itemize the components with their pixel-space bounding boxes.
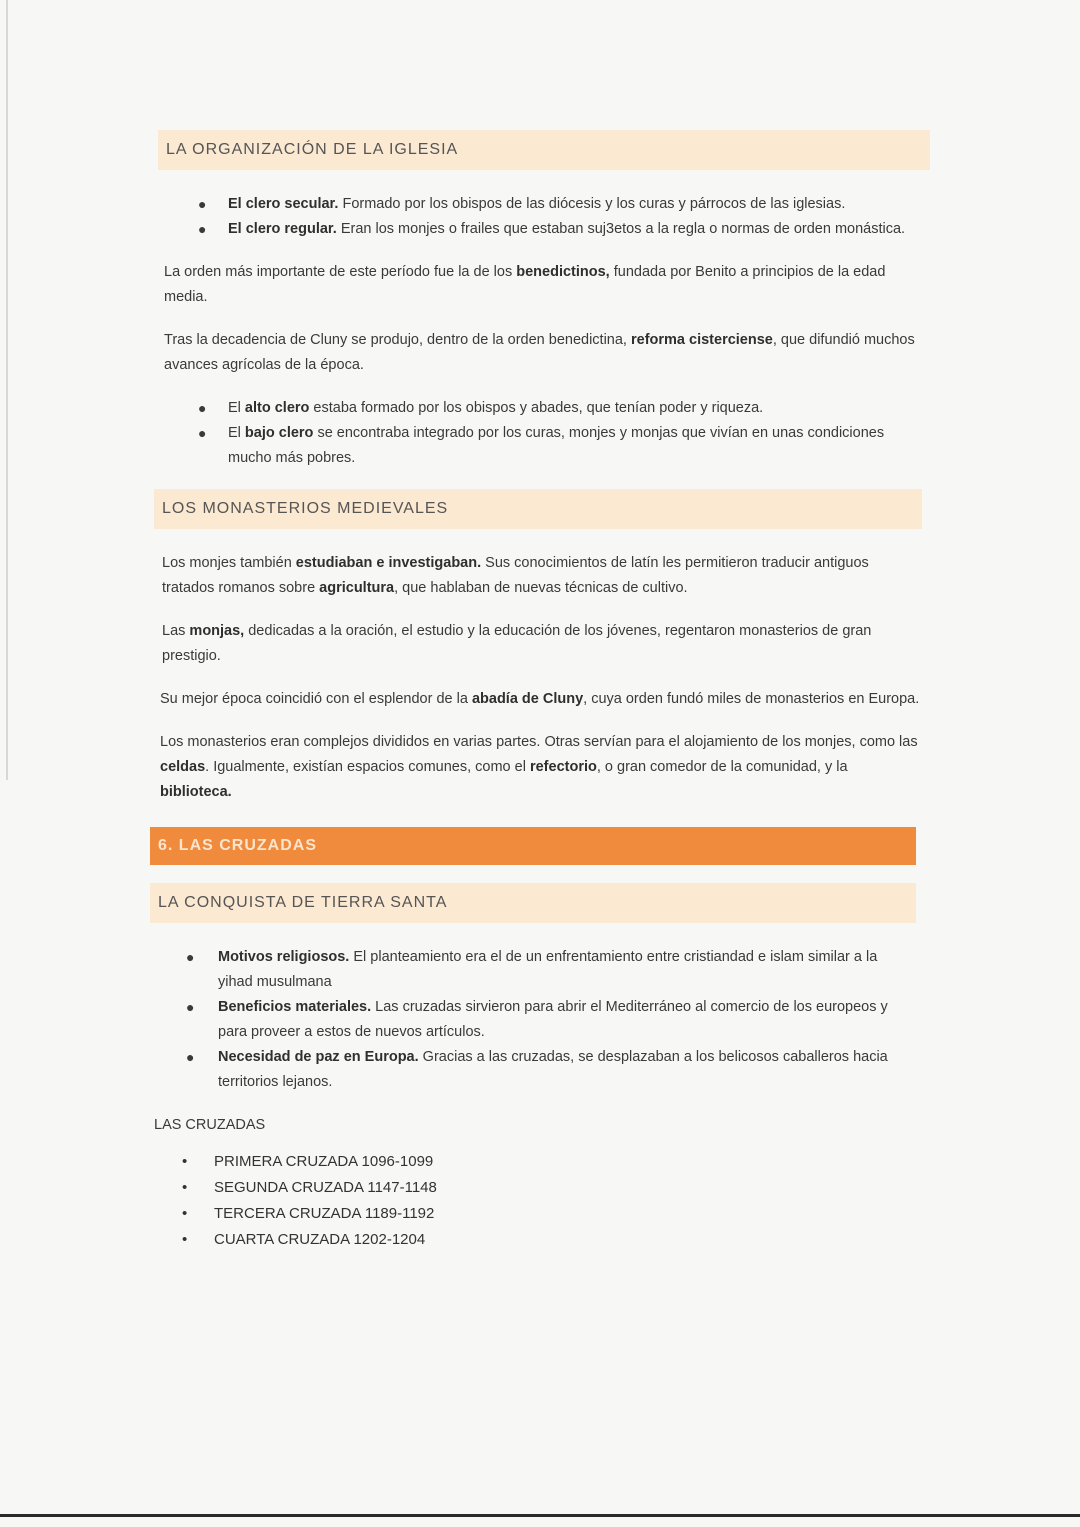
text: El xyxy=(228,425,245,441)
text: Sus conocimientos de latín les permitieron traducir antiguos tratados romanos sobre xyxy=(162,555,869,596)
clero-list xyxy=(150,192,930,242)
section-header-organizacion: LA ORGANIZACIÓN DE LA IGLESIA xyxy=(158,130,930,170)
bullet-icon: ● xyxy=(186,1049,195,1065)
definition: Las cruzadas sirvieron para abrir el Mediterráneo al comercio de los europeos y para proveer a estos de nuevos artículos. xyxy=(218,999,888,1040)
list-item xyxy=(150,1175,930,1201)
bold-text: abadía de Cluny xyxy=(471,691,584,707)
term: Necesidad de paz en Europa. xyxy=(218,1049,419,1065)
paragraph-benedictinos xyxy=(164,260,922,310)
cruzada-label: SEGUNDA CRUZADA 1147-1148 xyxy=(214,1179,437,1196)
text: , que hablaban de nuevas técnicas de cultivo. xyxy=(394,580,688,596)
alto-bajo-clero-list xyxy=(150,396,930,471)
cruzadas-list-title: LAS CRUZADAS xyxy=(154,1117,266,1133)
text: La orden más importante de este período fue la de los xyxy=(164,264,517,280)
bold-text: agricultura xyxy=(319,580,395,596)
definition: Formado por los obispos de las diócesis y los curas y párrocos de las iglesias. xyxy=(338,196,846,212)
scan-edge-bottom xyxy=(0,1514,1080,1517)
definition: estaba formado por los obispos y abades, que tenían poder y riqueza. xyxy=(309,400,764,416)
text: . Igualmente, existían espacios comunes, como el xyxy=(205,759,530,775)
term: Motivos religiosos. xyxy=(218,949,350,965)
cruzada-label: PRIMERA CRUZADA 1096-1099 xyxy=(214,1153,434,1170)
list-item xyxy=(150,1045,930,1095)
term: Beneficios materiales. xyxy=(218,999,372,1015)
bullet-icon: ● xyxy=(198,400,207,416)
text: , que difundió muchos avances agrícolas de la época. xyxy=(164,332,915,373)
text: Las xyxy=(162,623,190,639)
bullet-icon: • xyxy=(182,1179,188,1196)
text: El xyxy=(228,400,245,416)
term: alto clero xyxy=(244,400,310,416)
term: bajo clero xyxy=(244,425,314,441)
list-item xyxy=(150,1201,930,1227)
section-header-cruzadas: 6. LAS CRUZADAS xyxy=(150,827,916,865)
bold-text: celdas xyxy=(160,759,206,775)
text: dedicadas a la oración, el estudio y la educación de los jóvenes, regentaron monasterios de gran prestigio. xyxy=(162,623,872,664)
list-item xyxy=(150,192,930,217)
bold-text: reforma cisterciense xyxy=(631,332,773,348)
definition: El planteamiento era el de un enfrentamiento entre cristiandad e islam similar a la yihad musulmana xyxy=(218,949,878,990)
bold-text: refectorio xyxy=(529,759,597,775)
cruzadas-list xyxy=(150,1149,930,1253)
term: El clero regular. xyxy=(228,221,337,237)
section-header-monasterios: LOS MONASTERIOS MEDIEVALES xyxy=(154,489,922,529)
text: Los monasterios eran complejos divididos en varias partes. Otras servían para el alojamiento de los monjes, como las xyxy=(160,734,918,750)
list-item xyxy=(150,396,930,421)
scan-edge-left xyxy=(6,0,8,780)
section-header-conquista: LA CONQUISTA DE TIERRA SANTA xyxy=(150,883,916,923)
paragraph-cisterciense xyxy=(164,328,922,378)
list-item xyxy=(150,1227,930,1253)
text: Los monjes también xyxy=(162,555,296,571)
bullet-icon: ● xyxy=(198,221,207,237)
text: , o gran comedor de la comunidad, y la xyxy=(596,759,848,775)
list-item xyxy=(150,995,930,1045)
bullet-icon: ● xyxy=(198,196,207,212)
definition: Eran los monjes o frailes que estaban suj3etos a la regla o normas de orden monástica. xyxy=(336,221,906,237)
text: Tras la decadencia de Cluny se produjo, dentro de la orden benedictina, xyxy=(164,332,631,348)
paragraph-cluny xyxy=(160,687,922,712)
list-item xyxy=(150,945,930,995)
bold-text: biblioteca. xyxy=(160,784,232,800)
bold-text: monjas, xyxy=(189,623,245,639)
bullet-icon: • xyxy=(182,1153,188,1170)
bold-text: estudiaban e investigaban. xyxy=(295,555,482,571)
page-content xyxy=(150,130,930,1253)
text: fundada por Benito a principios de la edad media. xyxy=(164,264,886,305)
bullet-icon: ● xyxy=(198,425,207,441)
cruzada-label: TERCERA CRUZADA 1189-1192 xyxy=(214,1205,435,1222)
term: El clero secular. xyxy=(228,196,339,212)
list-item xyxy=(150,421,930,471)
bullet-icon: • xyxy=(182,1231,188,1248)
text: Su mejor época coincidió con el esplendor de la xyxy=(160,691,472,707)
paragraph-partes-monasterio xyxy=(160,730,922,805)
list-item xyxy=(150,1149,930,1175)
bullet-icon: ● xyxy=(186,949,195,965)
bullet-icon: ● xyxy=(186,999,195,1015)
paragraph-monjes xyxy=(162,551,922,601)
motivos-list xyxy=(150,945,930,1095)
bullet-icon: • xyxy=(182,1205,188,1222)
list-item xyxy=(150,217,930,242)
paragraph-monjas xyxy=(162,619,922,669)
definition: se encontraba integrado por los curas, monjes y monjas que vivían en unas condiciones mucho más pobres. xyxy=(228,425,885,466)
bold-text: benedictinos, xyxy=(516,264,610,280)
cruzada-label: CUARTA CRUZADA 1202-1204 xyxy=(214,1231,426,1248)
definition: Gracias a las cruzadas, se desplazaban a los belicosos caballeros hacia territorios lejanos. xyxy=(218,1049,888,1090)
text: , cuya orden fundó miles de monasterios en Europa. xyxy=(583,691,920,707)
